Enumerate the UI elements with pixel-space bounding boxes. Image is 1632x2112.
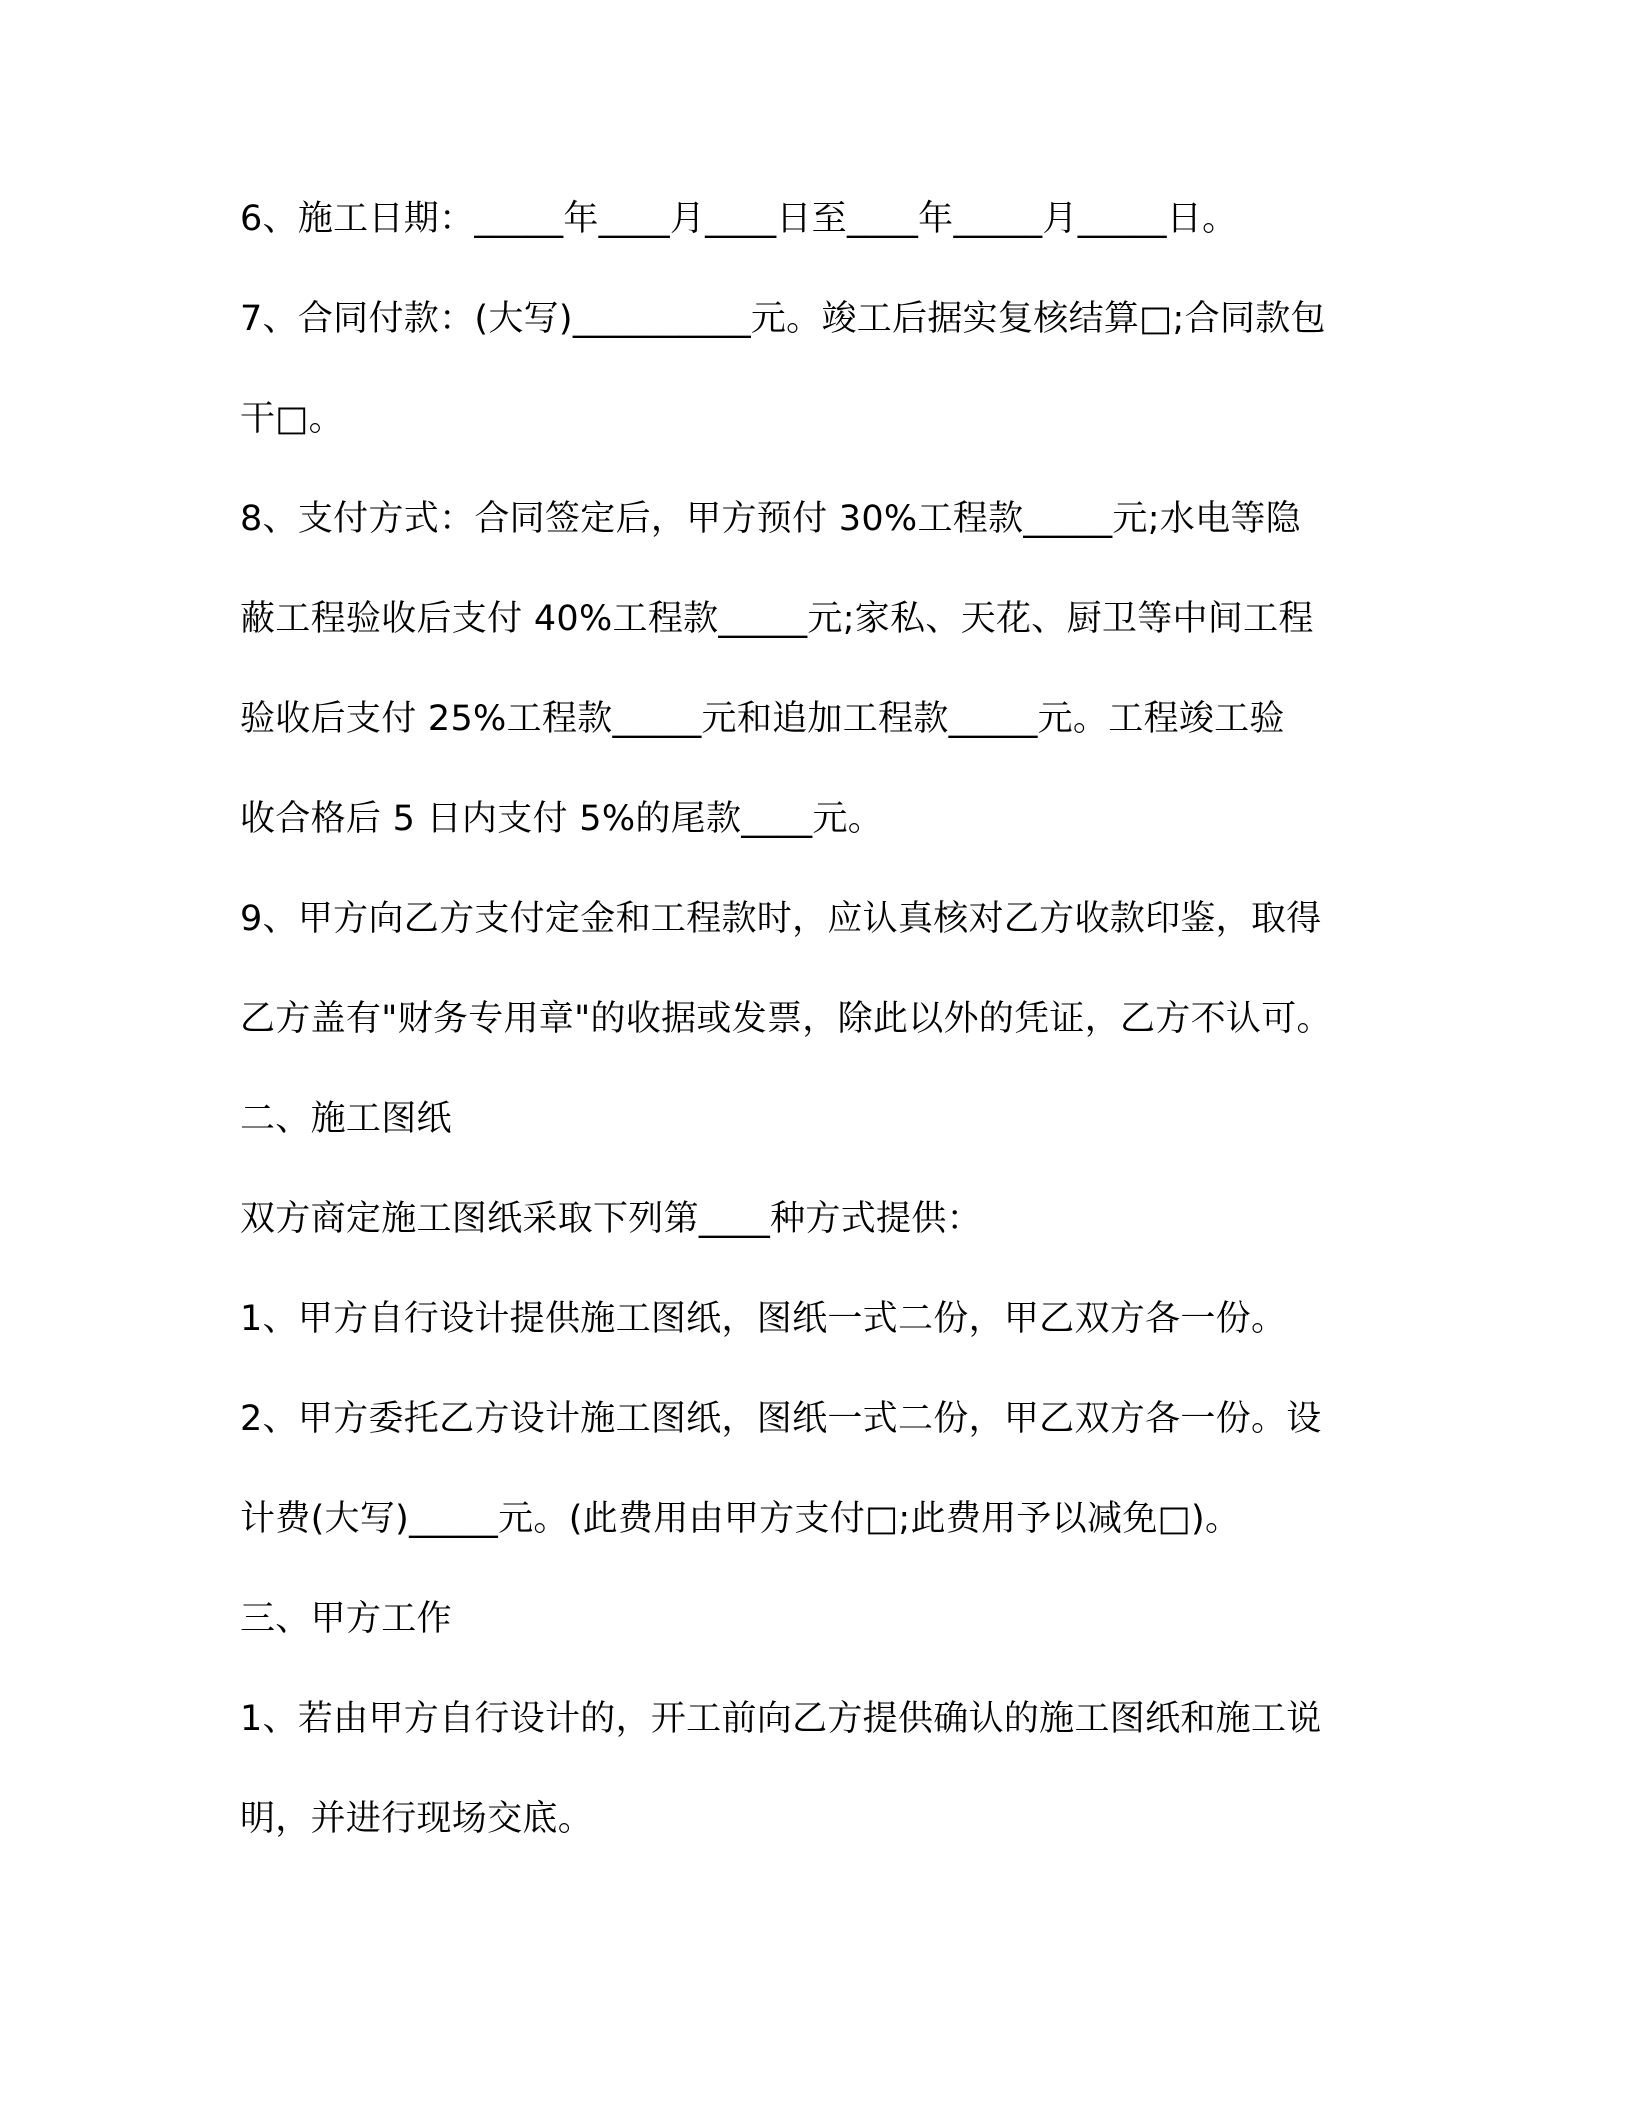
section-2-heading: 二、施工图纸	[240, 1099, 452, 1139]
section-2-item-1: 1、甲方自行设计提供施工图纸，图纸一式二份，甲乙双方各一份。	[240, 1299, 1287, 1339]
clause-8-payment-method-cont-1: 蔽工程验收后支付 40%工程款_____元;家私、天花、厨卫等中间工程	[240, 599, 1314, 639]
clause-6-construction-dates: 6、施工日期：_____年____月____日至____年_____月_____日。	[240, 199, 1238, 239]
clause-7-contract-payment: 7、合同付款：(大写)__________元。竣工后据实复核结算□;合同款包	[240, 299, 1326, 339]
clause-8-payment-method-cont-2: 验收后支付 25%工程款_____元和追加工程款_____元。工程竣工验	[240, 699, 1285, 739]
section-2-item-2-cont: 计费(大写)_____元。(此费用由甲方支付□;此费用予以减免□)。	[240, 1499, 1241, 1539]
clause-8-payment-method: 8、支付方式：合同签定后，甲方预付 30%工程款_____元;水电等隐	[240, 499, 1301, 539]
section-3-item-1: 1、若由甲方自行设计的，开工前向乙方提供确认的施工图纸和施工说	[240, 1699, 1322, 1739]
clause-9-deposit-verification: 9、甲方向乙方支付定金和工程款时，应认真核对乙方收款印鉴，取得	[240, 899, 1322, 939]
section-3-heading: 三、甲方工作	[240, 1599, 452, 1639]
section-2-item-2: 2、甲方委托乙方设计施工图纸，图纸一式二份，甲乙双方各一份。设	[240, 1399, 1322, 1439]
clause-8-payment-method-cont-3: 收合格后 5 日内支付 5%的尾款____元。	[240, 799, 884, 839]
clause-9-deposit-verification-cont: 乙方盖有"财务专用章"的收据或发票，除此以外的凭证，乙方不认可。	[240, 999, 1332, 1039]
section-2-intro: 双方商定施工图纸采取下列第____种方式提供：	[240, 1199, 982, 1239]
clause-7-contract-payment-cont: 干□。	[240, 399, 344, 439]
document-body	[240, 186, 1390, 1886]
section-3-item-1-cont: 明，并进行现场交底。	[240, 1799, 594, 1839]
